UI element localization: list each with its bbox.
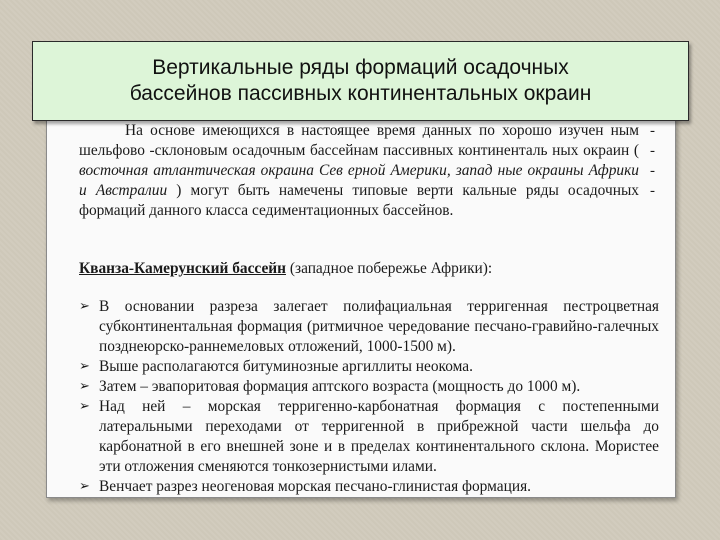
list-item — [79, 297, 659, 357]
list-item — [79, 477, 659, 497]
intro-paragraph — [79, 121, 639, 221]
arrowhead-bullet-icon: ➢ — [79, 299, 90, 314]
list-item-text: Выше располагаются битуминозные аргиллиты неокома. — [99, 358, 473, 375]
arrowhead-bullet-icon: ➢ — [79, 399, 90, 414]
hyphen-mark: - — [650, 123, 655, 139]
slide-title — [32, 41, 689, 121]
title-line-1: Вертикальные ряды формаций осадочных — [152, 56, 569, 79]
intro-text-1: На основе имеющихся в настоящее время данных по хорошо изучен ным шельфово -склоновым осадочным бассейнам пассивных континенталь ных окраин ( — [79, 122, 639, 159]
list-item-text: Над ней – морская терригенно-карбонатная формация с постепенными латеральными переходами от терригенной в прибрежной части шельфа до карбонатной в его внешней зоне и в пределах континентального склона. Мористее эти отложения сменяются тонкозернистыми илами. — [99, 398, 659, 475]
arrowhead-bullet-icon: ➢ — [79, 479, 90, 494]
list-item — [79, 357, 659, 377]
list-item-text: Затем – эвапоритовая формация аптского возраста (мощность до 1000 м). — [99, 378, 581, 395]
intro-text-2: ) могут быть намечены типовые верти кальные ряды осадочных формаций данного класса седиментационных бассейнов. — [79, 182, 639, 219]
scanned-document — [46, 113, 676, 498]
intro-italic: восточная атлантическая окраина Сев ерной Америки, запад ные окраины Африки и Австралии — [79, 162, 639, 199]
list-item-text: В основании разреза залегает полифациальная терригенная пестроцветная субконтинентальная формация (ритмичное чередование песчано-гравийно-галечных позднеюрско-раннемеловых отложений, 1000-1500 м). — [99, 298, 659, 355]
basin-name: Кванза-Камерунский бассейн — [79, 260, 287, 277]
arrowhead-bullet-icon: ➢ — [79, 359, 90, 374]
bullet-list — [79, 297, 659, 497]
hyphen-column — [650, 121, 655, 201]
list-item — [79, 377, 659, 397]
title-line-2: бассейнов пассивных континентальных окраин — [129, 82, 592, 105]
list-item — [79, 397, 659, 477]
arrowhead-bullet-icon: ➢ — [79, 379, 90, 394]
basin-note: (западное побережье Африки): — [286, 260, 493, 277]
list-item-text: Венчает разрез неогеновая морская песчано-глинистая формация. — [99, 478, 531, 495]
hyphen-mark: - — [650, 163, 655, 179]
hyphen-mark: - — [650, 183, 655, 199]
hyphen-mark: - — [650, 143, 655, 159]
section-heading — [79, 259, 492, 279]
